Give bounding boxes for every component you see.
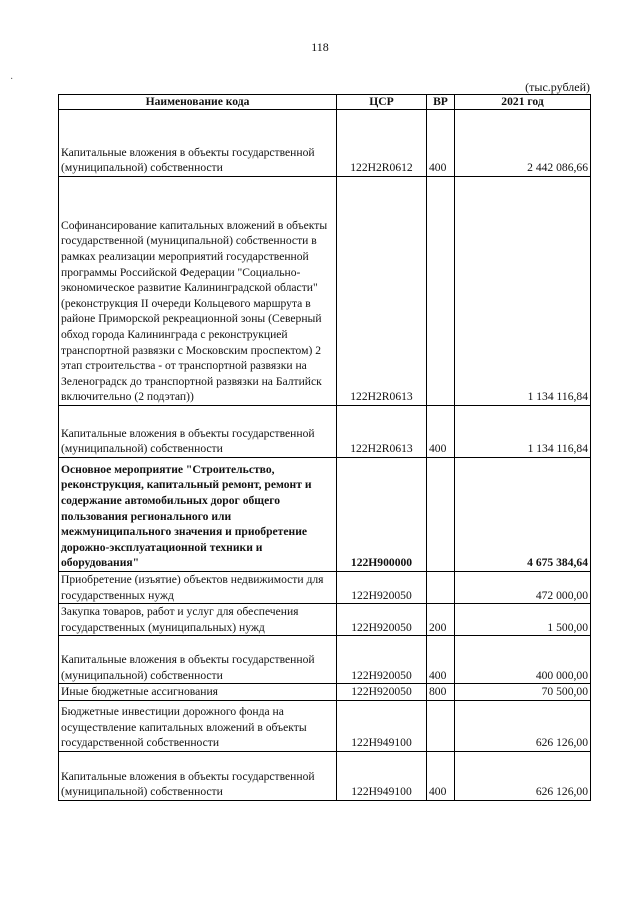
row-amount: 4 675 384,64 [455, 458, 591, 572]
row-csr: 122H920050 [337, 636, 427, 684]
row-csr: 122H920050 [337, 604, 427, 636]
row-amount: 400 000,00 [455, 636, 591, 684]
row-amount: 1 134 116,84 [455, 177, 591, 406]
row-name: Закупка товаров, работ и услуг для обеспечения государственных (муниципальных) нужд [59, 604, 337, 636]
row-vr: 400 [427, 110, 455, 177]
header-vr: ВР [427, 95, 455, 110]
row-csr: 122H920050 [337, 684, 427, 701]
row-amount: 626 126,00 [455, 700, 591, 751]
table-row [59, 458, 591, 572]
row-vr: 200 [427, 604, 455, 636]
row-amount: 70 500,00 [455, 684, 591, 701]
table-row [59, 406, 591, 458]
row-vr: 400 [427, 406, 455, 458]
header-csr: ЦСР [337, 95, 427, 110]
row-name: Приобретение (изъятие) объектов недвижимости для государственных нужд [59, 572, 337, 604]
row-csr: 122H2R0613 [337, 406, 427, 458]
row-amount: 1 134 116,84 [455, 406, 591, 458]
row-name: Капитальные вложения в объекты государственной (муниципальной) собственности [59, 636, 337, 684]
table-row [59, 110, 591, 177]
row-amount: 626 126,00 [455, 751, 591, 800]
row-vr [427, 177, 455, 406]
table-row [59, 604, 591, 636]
row-vr [427, 458, 455, 572]
row-vr: 400 [427, 636, 455, 684]
row-vr: 800 [427, 684, 455, 701]
header-name: Наименование кода [59, 95, 337, 110]
table-row [59, 700, 591, 751]
row-name: Капитальные вложения в объекты государственной (муниципальной) собственности [59, 110, 337, 177]
row-vr [427, 572, 455, 604]
row-csr: 122H2R0612 [337, 110, 427, 177]
row-amount: 2 442 086,66 [455, 110, 591, 177]
row-name: Софинансирование капитальных вложений в объекты государственной (муниципальной) собственности в рамках реализации мероприятий государственной программы Российской Федерации "Социально-экономическое развитие Калининградской области"(реконструкция II очереди Кольцевого маршрута в районе Приморской рекреационной зоны (Северный обход города Калининграда с реконструкцией транспортной развязки с Московским проспектом) 2 этап строительства - от транспортной развязки на Зеленоградск до транспортной развязки на Балтийск включительно (2 подэтап)) [59, 177, 337, 406]
page-number: 118 [311, 40, 329, 54]
header-amount: 2021 год [455, 95, 591, 110]
row-csr: 122H2R0613 [337, 177, 427, 406]
row-vr [427, 700, 455, 751]
table-row [59, 751, 591, 800]
table-row [59, 177, 591, 406]
row-csr: 122H920050 [337, 572, 427, 604]
table-row [59, 636, 591, 684]
row-amount: 472 000,00 [455, 572, 591, 604]
row-name: Капитальные вложения в объекты государственной (муниципальной) собственности [59, 406, 337, 458]
row-csr: 122H949100 [337, 751, 427, 800]
table-row [59, 572, 591, 604]
scan-speck-mark: · [10, 74, 14, 85]
table-row [59, 684, 591, 701]
row-csr: 122H900000 [337, 458, 427, 572]
row-name: Капитальные вложения в объекты государственной (муниципальной) собственности [59, 751, 337, 800]
row-name: Основное мероприятие "Строительство, реконструкция, капитальный ремонт, ремонт и содержание автомобильных дорог общего пользования регионального или межмуниципального значения и приобретение дорожно-эксплуатационной техники и оборудования" [59, 458, 337, 572]
units-label: (тыс.рублей) [525, 80, 590, 94]
row-csr: 122H949100 [337, 700, 427, 751]
row-name: Иные бюджетные ассигнования [59, 684, 337, 701]
budget-table [58, 94, 591, 801]
row-name: Бюджетные инвестиции дорожного фонда на осуществление капитальных вложений в объекты государственной собственности [59, 700, 337, 751]
row-vr: 400 [427, 751, 455, 800]
row-amount: 1 500,00 [455, 604, 591, 636]
table-header-row [59, 95, 591, 110]
